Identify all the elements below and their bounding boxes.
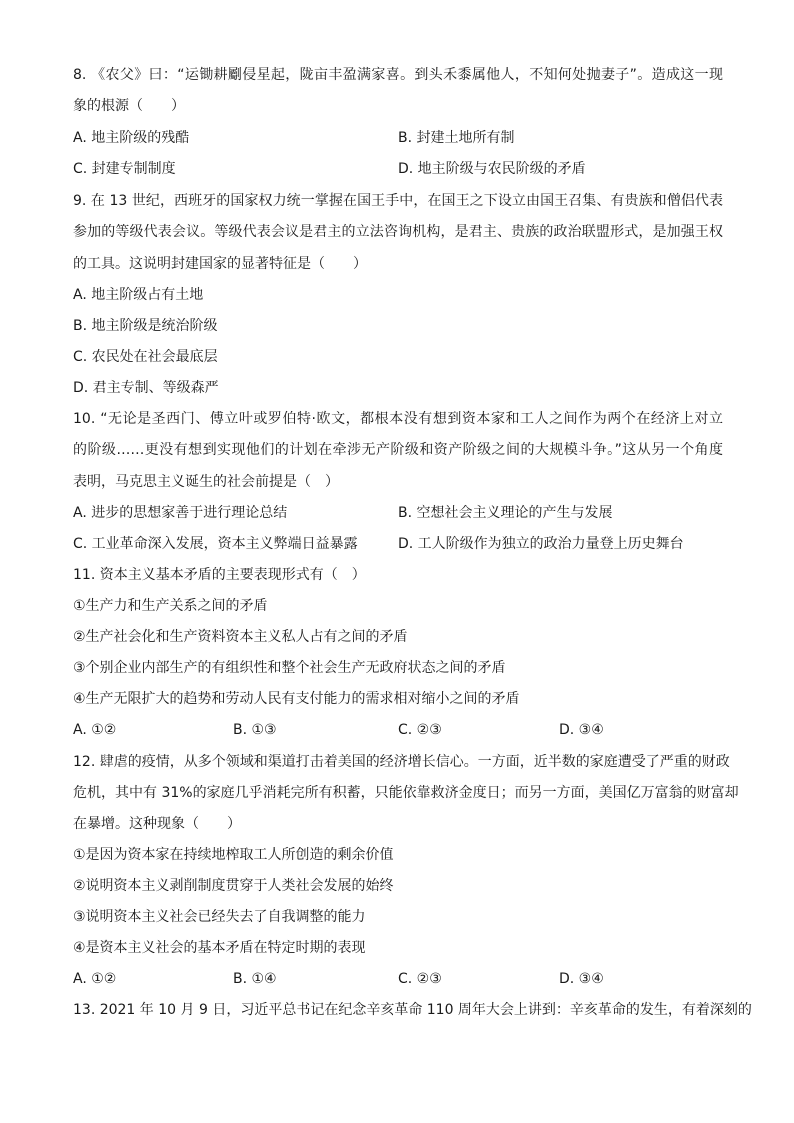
q9-option-a: A. 地主阶级占有土地: [73, 287, 204, 303]
q10-option-c: C. 工业革命深入发展，资本主义弊端日益暴露: [73, 536, 358, 552]
q8-stem-line-2: 象的根源（ ）: [73, 98, 185, 114]
q12-item-2: ②说明资本主义剥削制度贯穿于人类社会发展的始终: [73, 878, 394, 894]
q10-option-d: D. 工人阶级作为独立的政治力量登上历史舞台: [398, 536, 684, 552]
q12-item-3: ③说明资本主义社会已经失去了自我调整的能力: [73, 909, 366, 925]
q9-stem-line-2: 参加的等级代表会议。等级代表会议是君主的立法咨询机构，是君主、贵族的政治联盟形式，是加强王权: [73, 224, 723, 240]
q10-stem-line-1: 10. “无论是圣西门、傅立叶或罗伯特·欧文，都根本没有想到资本家和工人之间作为两个在经济上对立: [73, 411, 723, 427]
q11-item-1: ①生产力和生产关系之间的矛盾: [73, 598, 268, 614]
q12-option-a: A. ①②: [73, 971, 117, 987]
q12-option-c: C. ②③: [398, 971, 442, 987]
q10-option-a: A. 进步的思想家善于进行理论总结: [73, 505, 288, 521]
q9-stem-line-1: 9. 在 13 世纪，西班牙的国家权力统一掌握在国王手中，在国王之下设立由国王召集、有贵族和僧侣代表: [73, 193, 723, 209]
q9-option-c: C. 农民处在社会最底层: [73, 349, 218, 365]
q12-option-d: D. ③④: [559, 971, 604, 987]
q10-stem-line-2: 的阶级……更没有想到实现他们的计划在牵涉无产阶级和资产阶级之间的大规模斗争。”这从另一个角度: [73, 442, 723, 458]
q8-option-b: B. 封建土地所有制: [398, 130, 515, 146]
q8-option-d: D. 地主阶级与农民阶级的矛盾: [398, 161, 586, 177]
q11-item-3: ③个别企业内部生产的有组织性和整个社会生产无政府状态之间的矛盾: [73, 660, 506, 676]
q11-item-2: ②生产社会化和生产资料资本主义私人占有之间的矛盾: [73, 629, 408, 645]
q10-option-b: B. 空想社会主义理论的产生与发展: [398, 505, 613, 521]
q10-stem-line-3: 表明，马克思主义诞生的社会前提是（ ）: [73, 474, 339, 490]
q12-option-b: B. ①④: [233, 971, 277, 987]
q8-stem-line-1: 8. 《农父》曰：“运锄耕劚侵星起，陇亩丰盈满家喜。到头禾黍属他人，不知何处抛妻子”。造成这一现: [73, 67, 723, 83]
q12-stem-line-1: 12. 肆虐的疫情，从多个领域和渠道打击着美国的经济增长信心。一方面，近半数的家庭遭受了严重的财政: [73, 754, 730, 770]
q9-option-b: B. 地主阶级是统治阶级: [73, 318, 218, 334]
q12-item-4: ④是资本主义社会的基本矛盾在特定时期的表现: [73, 940, 366, 956]
q11-item-4: ④生产无限扩大的趋势和劳动人民有支付能力的需求相对缩小之间的矛盾: [73, 691, 520, 707]
q11-stem: 11. 资本主义基本矛盾的主要表现形式有（ ）: [73, 567, 366, 583]
q11-option-a: A. ①②: [73, 722, 117, 738]
q11-option-d: D. ③④: [559, 722, 604, 738]
q12-stem-line-2: 危机，其中有 31%的家庭几乎消耗完所有积蓄，只能依靠救济金度日；而另一方面，美国亿万富翁的财富却: [73, 785, 739, 801]
q11-option-b: B. ①③: [233, 722, 277, 738]
q9-stem-line-3: 的工具。这说明封建国家的显著特征是（ ）: [73, 256, 367, 272]
q12-item-1: ①是因为资本家在持续地榨取工人所创造的剩余价值: [73, 847, 394, 863]
q12-stem-line-3: 在暴增。这种现象（ ）: [73, 816, 241, 832]
q8-option-a: A. 地主阶级的残酷: [73, 130, 190, 146]
q11-option-c: C. ②③: [398, 722, 442, 738]
q13-stem-line-1: 13. 2021 年 10 月 9 日，习近平总书记在纪念辛亥革命 110 周年大会上讲到：辛亥革命的发生，有着深刻的: [73, 1002, 752, 1018]
q8-option-c: C. 封建专制制度: [73, 161, 176, 177]
q9-option-d: D. 君主专制、等级森严: [73, 380, 219, 396]
